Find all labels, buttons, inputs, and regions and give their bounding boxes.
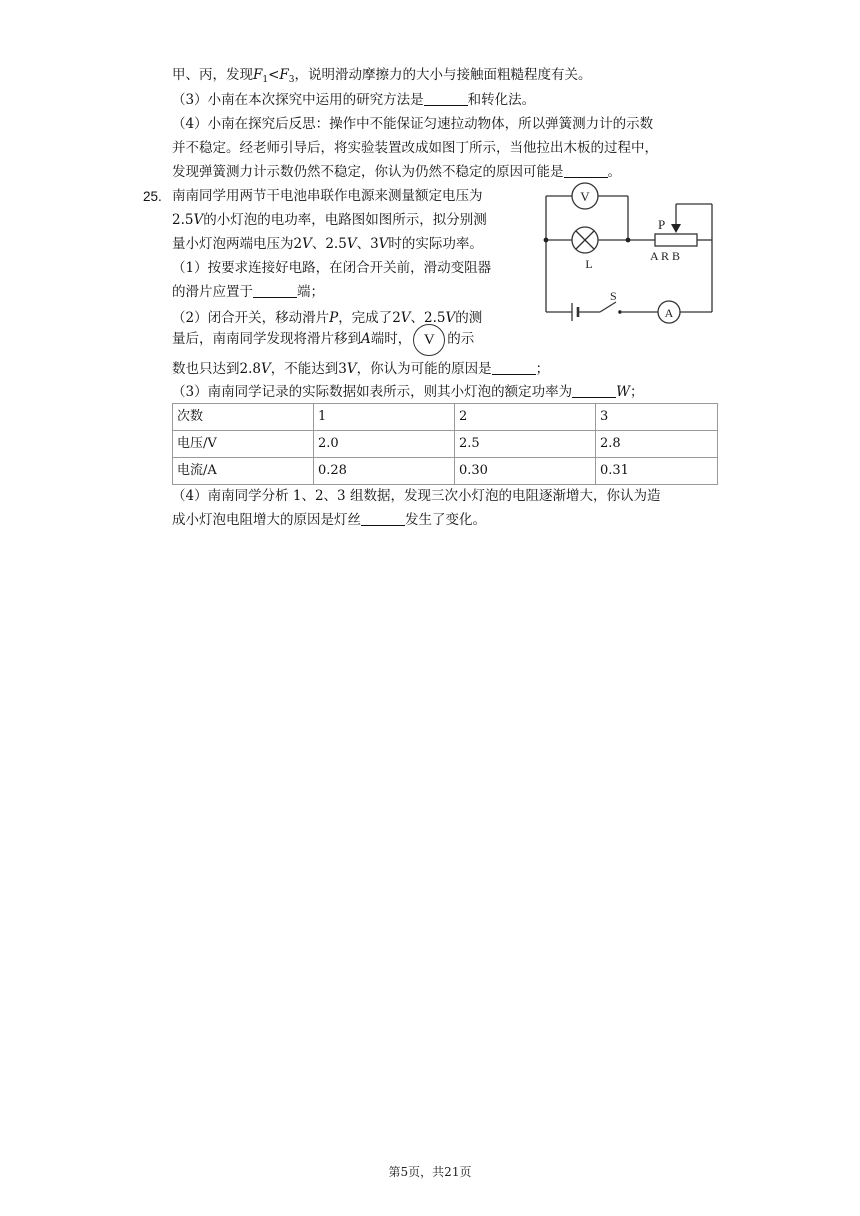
q25-sub2-line-1: （2）闭合开关，移动滑片P，完成了2V、2.5V的测 — [172, 310, 483, 326]
data-table — [172, 403, 718, 485]
q25-sub4-line-2: 成小灯泡电阻增大的原因是灯丝 发生了变化。 — [172, 512, 486, 528]
q25-sub1-line-2: 的滑片应置于 端； — [172, 284, 324, 300]
table-cell: 2 — [455, 404, 596, 431]
q25-line-2: 2.5V的小灯泡的电功率，电路图如图所示，拟分别测 — [172, 212, 487, 228]
circuit-diagram — [540, 180, 720, 328]
q25-sub2-line-3: 数也只达到2.8V，不能达到3V，你认为可能的原因是 ； — [172, 361, 550, 377]
answer-blank — [253, 283, 297, 298]
table-row — [173, 431, 718, 458]
switch-label: S — [610, 289, 617, 303]
lamp-label: L — [585, 257, 593, 271]
page-footer: 第5页，共21页 — [388, 1165, 472, 1179]
prev-q4-line-1: （4）小南在探究后反思：操作中不能保证匀速拉动物体，所以弹簧测力计的示数 — [172, 116, 654, 132]
prev-q4-line-3: 发现弹簧测力计示数仍然不稳定，你认为仍然不稳定的原因可能是 。 — [172, 164, 621, 180]
q25-sub2-line-2: 量后，南南同学发现将滑片移到A端时， V 的示 — [172, 322, 474, 356]
table-cell: 0.31 — [596, 458, 718, 485]
table-row — [173, 404, 718, 431]
table-cell: 电压/V — [173, 431, 314, 458]
answer-blank — [361, 511, 405, 526]
question-number: 25. — [143, 189, 162, 204]
table-cell: 电流/A — [173, 458, 314, 485]
table-cell: 0.28 — [314, 458, 455, 485]
q25-sub4-line-1: （4）南南同学分析 1、2、3 组数据，发现三次小灯泡的电阻逐渐增大，你认为造 — [172, 488, 661, 504]
slider-label: P — [658, 217, 666, 232]
voltmeter-symbol-icon: V — [413, 324, 445, 356]
prev-line-1: 甲、丙，发现$F_1<F_3$，说明滑动摩擦力的大小与接触面粗糙程度有关。 — [172, 67, 592, 85]
prev-q3: （3）小南在本次探究中运用的研究方法是 和转化法。 — [172, 92, 536, 108]
table-cell: 3 — [596, 404, 718, 431]
slider-arrow-icon — [671, 224, 681, 233]
answer-blank — [492, 360, 536, 375]
rheostat-label: A R B — [650, 249, 681, 263]
q25-line-3: 量小灯泡两端电压为2V、2.5V、3V时的实际功率。 — [172, 236, 483, 252]
prev-q4-line-2: 并不稳定。经老师引导后，将实验装置改成如图丁所示，当他拉出木板的过程中， — [172, 140, 658, 156]
table-row — [173, 458, 718, 485]
answer-blank — [424, 91, 468, 106]
table-cell: 次数 — [173, 404, 314, 431]
table-cell: 2.8 — [596, 431, 718, 458]
table-cell: 0.30 — [455, 458, 596, 485]
answer-blank — [572, 383, 616, 398]
table-cell: 2.5 — [455, 431, 596, 458]
table-cell: 1 — [314, 404, 455, 431]
q25-line-1: 南南同学用两节干电池串联作电源来测量额定电压为 — [172, 188, 483, 204]
switch-icon — [618, 310, 622, 314]
voltmeter-label: V — [580, 189, 590, 204]
table-cell: 2.0 — [314, 431, 455, 458]
ammeter-label: A — [664, 306, 674, 320]
q25-sub1-line-1: （1）按要求连接好电路，在闭合开关前，滑动变阻器 — [172, 260, 492, 276]
q25-sub3: （3）南南同学记录的实际数据如表所示，则其小灯泡的额定功率为 W； — [172, 384, 644, 400]
answer-blank — [564, 163, 608, 178]
